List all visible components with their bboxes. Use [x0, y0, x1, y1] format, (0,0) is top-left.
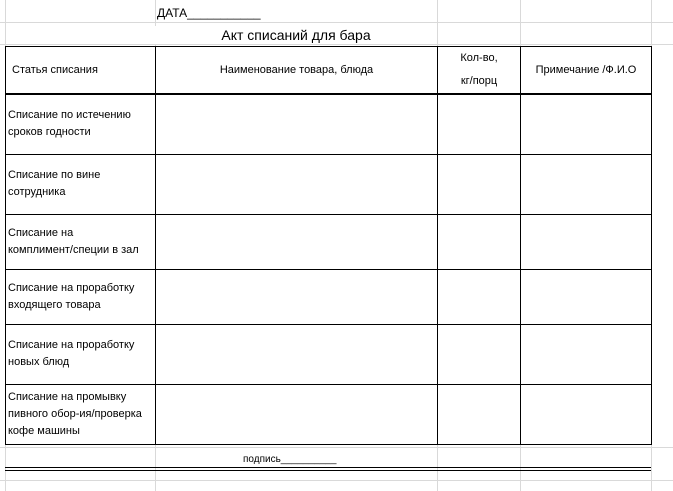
row-note-cell[interactable] — [521, 214, 652, 269]
table-row — [6, 154, 652, 214]
row-note-cell[interactable] — [521, 269, 652, 324]
date-label[interactable]: ДАТА___________ — [157, 6, 261, 20]
table-row — [6, 94, 652, 154]
row-article-line: кофе машины — [8, 424, 80, 437]
row-article[interactable] — [6, 214, 156, 269]
row-note-cell[interactable] — [521, 324, 652, 384]
row-article[interactable] — [6, 384, 156, 444]
column-header-note: Примечание /Ф.И.О — [521, 47, 652, 95]
column-header-quantity — [438, 47, 521, 95]
row-article-line: Списание на — [8, 226, 74, 239]
row-article-line: Списание на промывку — [8, 390, 127, 403]
row-article[interactable] — [6, 269, 156, 324]
gridline — [0, 22, 673, 23]
row-quantity-cell[interactable] — [438, 214, 521, 269]
row-article-line: Списание на проработку — [8, 281, 135, 294]
gridline — [0, 447, 673, 448]
row-article-line: Списание по вине — [8, 169, 101, 181]
table-header-row — [6, 47, 652, 95]
row-note-cell[interactable] — [521, 384, 652, 444]
table-row — [6, 324, 652, 384]
row-article-line: сотрудника — [8, 186, 66, 198]
column-header-name: Наименование товара, блюда — [156, 47, 438, 95]
column-header-article: Статья списания — [6, 47, 156, 95]
page-title: Акт списаний для бара — [155, 26, 437, 44]
signature-double-line — [5, 467, 651, 471]
row-quantity-cell[interactable] — [438, 269, 521, 324]
row-article-line: Списание по истечению — [8, 109, 131, 122]
gridline — [0, 44, 673, 45]
row-note-cell[interactable] — [521, 94, 652, 154]
row-article-line: новых блюд — [8, 356, 70, 368]
row-quantity-cell[interactable] — [438, 94, 521, 154]
row-article[interactable] — [6, 154, 156, 214]
row-article[interactable] — [6, 324, 156, 384]
row-quantity-cell[interactable] — [438, 324, 521, 384]
row-article-line: комплимент/специи в зал — [8, 243, 139, 256]
row-article-line: пивного обор-ия/проверка — [8, 407, 142, 420]
row-quantity-cell[interactable] — [438, 384, 521, 444]
row-article-line: Списание на проработку — [8, 339, 135, 351]
row-name-cell[interactable] — [156, 154, 438, 214]
column-header-quantity-line2: кг/порц — [460, 75, 498, 87]
row-note-cell[interactable] — [521, 154, 652, 214]
write-off-table — [5, 46, 652, 445]
row-article[interactable] — [6, 94, 156, 154]
table-row — [6, 384, 652, 444]
row-name-cell[interactable] — [156, 94, 438, 154]
row-article-line: входящего товара — [8, 298, 101, 311]
row-name-cell[interactable] — [156, 214, 438, 269]
row-name-cell[interactable] — [156, 324, 438, 384]
row-name-cell[interactable] — [156, 384, 438, 444]
table-row — [6, 269, 652, 324]
signature-label[interactable]: подпись__________ — [243, 454, 337, 465]
table-row — [6, 214, 652, 269]
row-quantity-cell[interactable] — [438, 154, 521, 214]
column-header-quantity-line1: Кол-во, — [460, 52, 498, 64]
row-article-line: сроков годности — [8, 126, 91, 139]
row-name-cell[interactable] — [156, 269, 438, 324]
gridline — [0, 480, 673, 481]
